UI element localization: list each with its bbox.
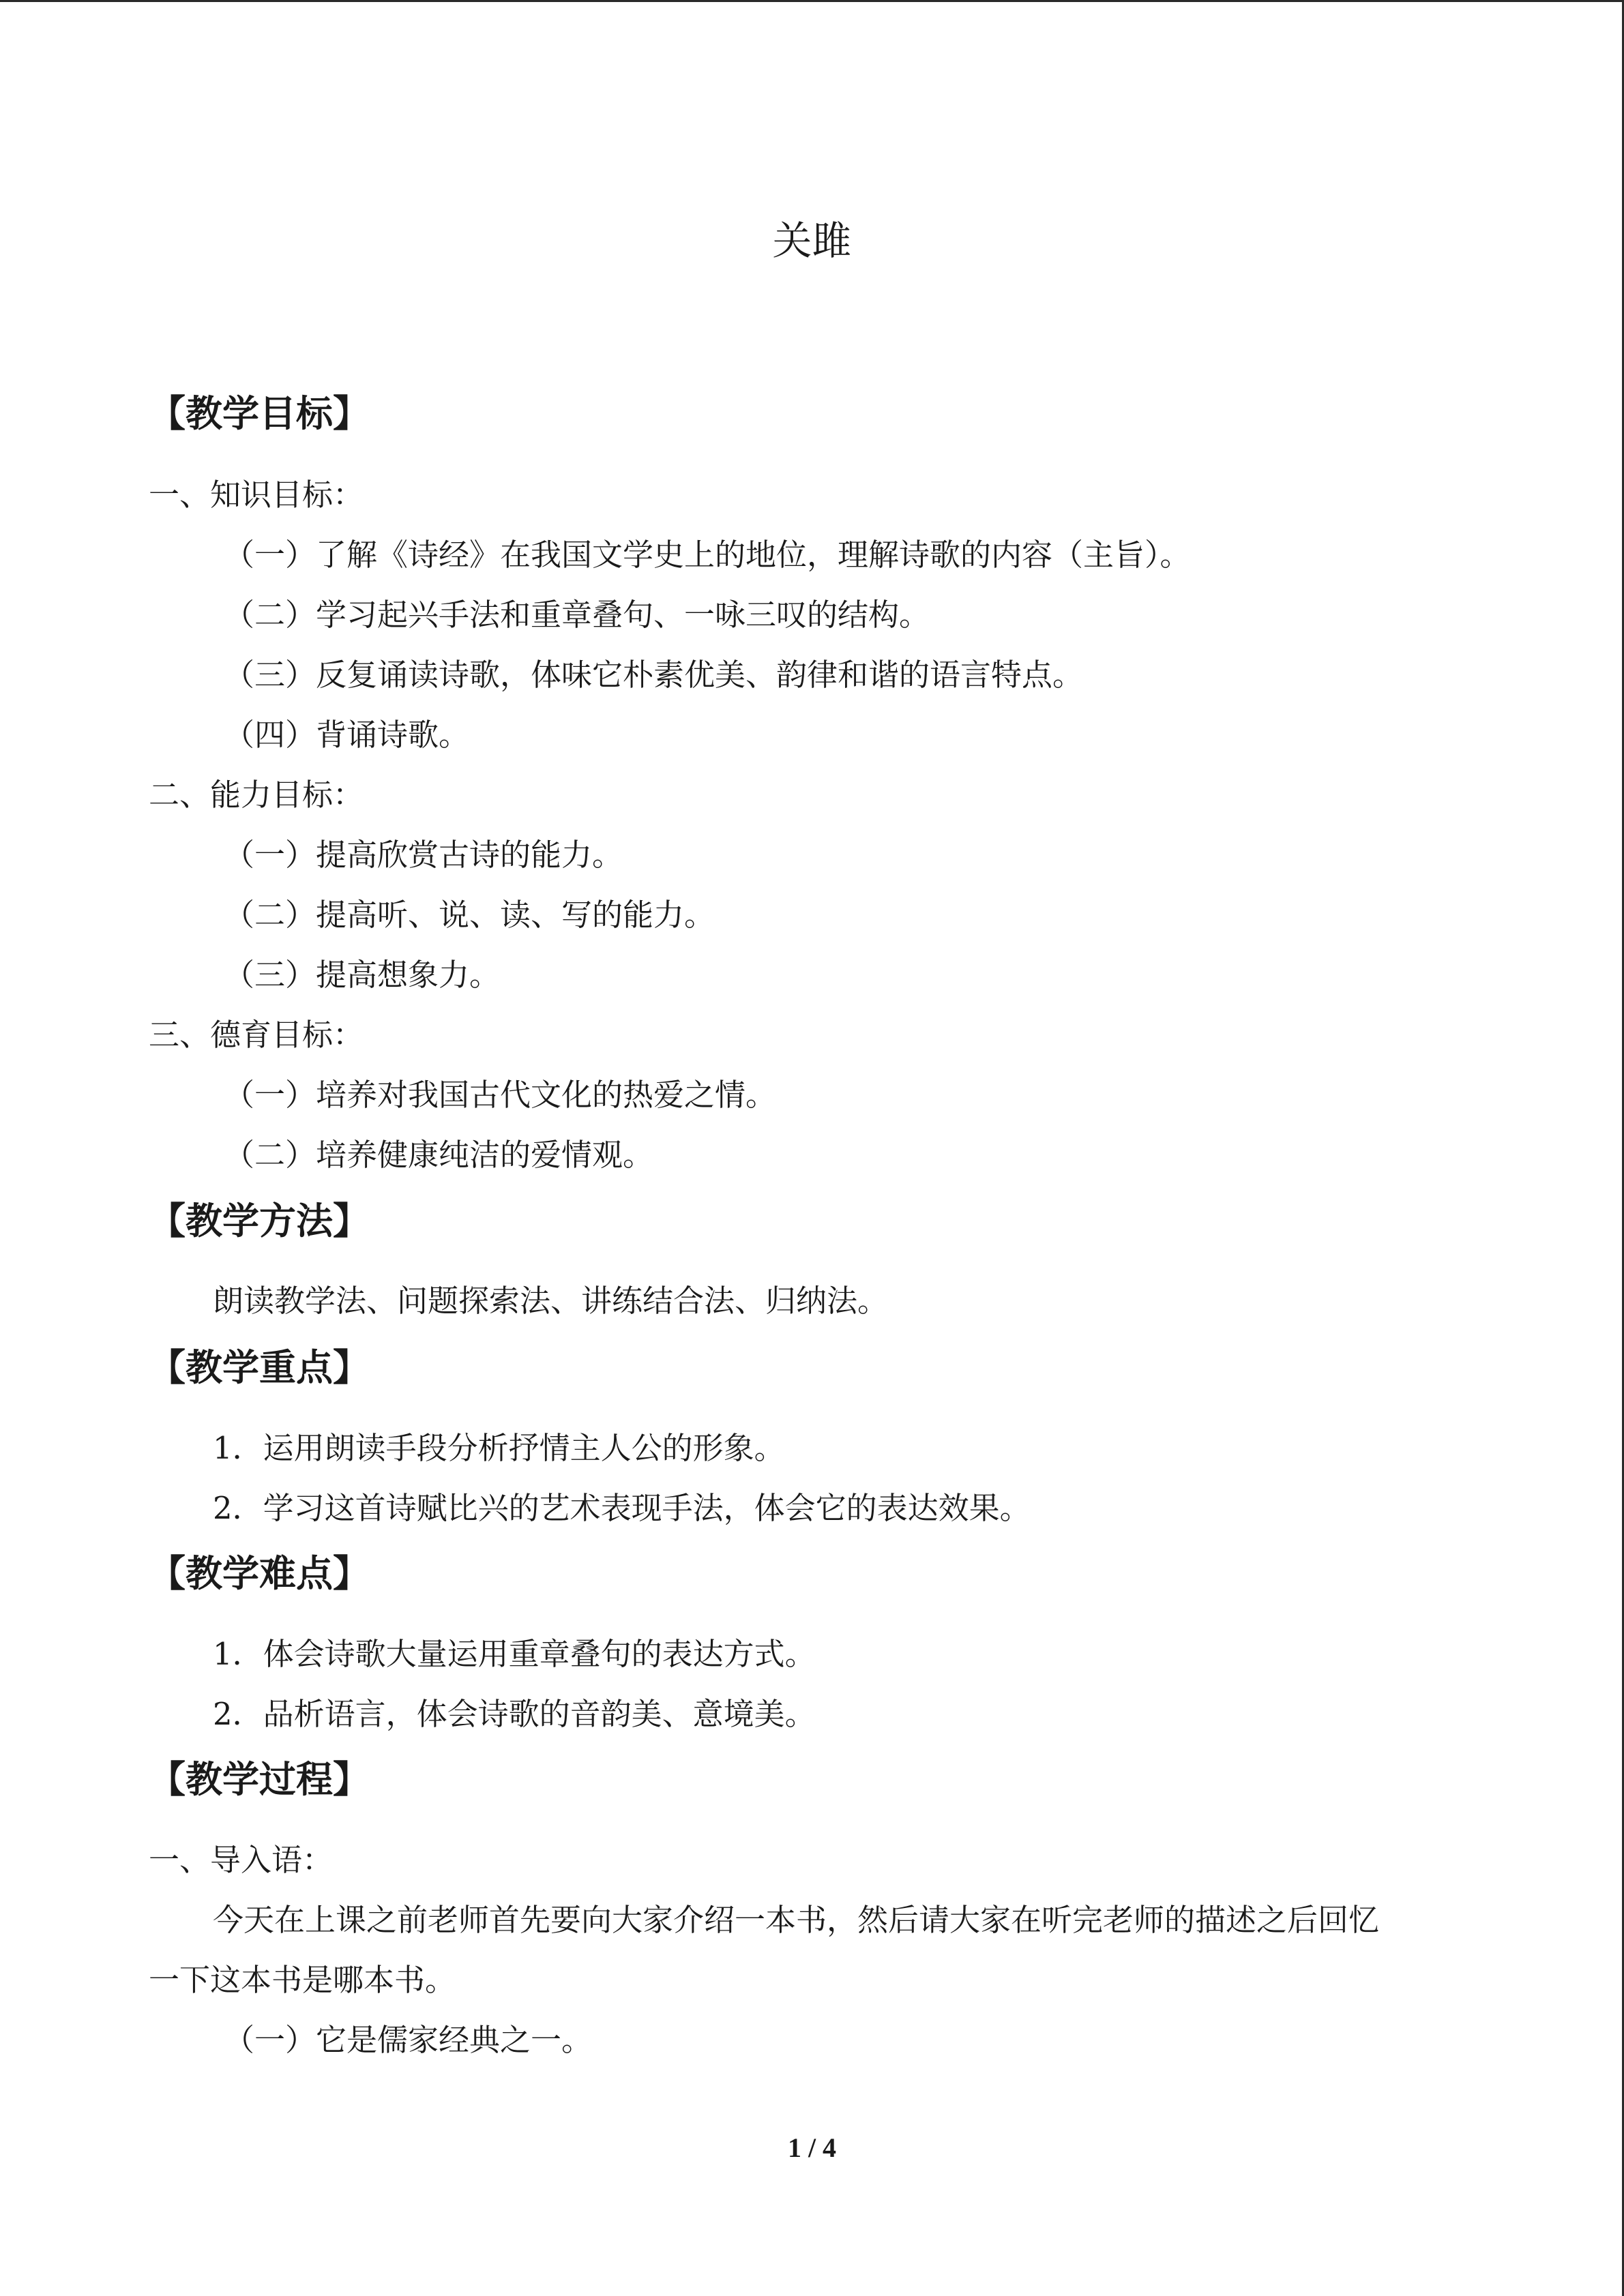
key-point-1: 1．运用朗读手段分析抒情主人公的形象。 <box>213 1430 785 1466</box>
heading-teaching-objectives: 【教学目标】 <box>149 392 370 435</box>
knowledge-item-3: （三）反复诵读诗歌，体味它朴素优美、韵律和谐的语言特点。 <box>224 657 1084 693</box>
intro-paragraph-line-2: 一下这本书是哪本书。 <box>149 1962 456 1998</box>
ability-objectives-label: 二、能力目标： <box>149 777 364 813</box>
key-point-2: 2．学习这首诗赋比兴的艺术表现手法，体会它的表达效果。 <box>213 1490 1031 1526</box>
document-title: 关雎 <box>772 218 852 264</box>
ability-item-3: （三）提高想象力。 <box>224 957 501 993</box>
difficulty-1: 1．体会诗歌大量运用重章叠句的表达方式。 <box>213 1636 816 1672</box>
ability-item-1: （一）提高欣赏古诗的能力。 <box>224 837 623 873</box>
top-border <box>0 0 1624 2</box>
moral-item-1: （一）培养对我国古代文化的热爱之情。 <box>224 1077 777 1113</box>
methods-text: 朗读教学法、问题探索法、讲练结合法、归纳法。 <box>213 1283 889 1319</box>
knowledge-item-1: （一）了解《诗经》在我国文学史上的地位，理解诗歌的内容（主旨）。 <box>224 537 1191 573</box>
moral-objectives-label: 三、德育目标： <box>149 1017 364 1053</box>
knowledge-objectives-label: 一、知识目标： <box>149 477 364 513</box>
difficulty-2: 2．品析语言，体会诗歌的音韵美、意境美。 <box>213 1696 816 1732</box>
page-number: 1 / 4 <box>787 2132 837 2163</box>
ability-item-2: （二）提高听、说、读、写的能力。 <box>224 897 715 933</box>
knowledge-item-2: （二）学习起兴手法和重章叠句、一咏三叹的结构。 <box>224 597 930 633</box>
intro-label: 一、导入语： <box>149 1842 334 1878</box>
heading-teaching-methods: 【教学方法】 <box>149 1199 370 1242</box>
moral-item-2: （二）培养健康纯洁的爱情观。 <box>224 1137 654 1173</box>
heading-difficulties: 【教学难点】 <box>149 1552 370 1595</box>
intro-paragraph-line-1: 今天在上课之前老师首先要向大家介绍一本书，然后请大家在听完老师的描述之后回忆 <box>213 1902 1380 1938</box>
heading-teaching-process: 【教学过程】 <box>149 1758 370 1801</box>
knowledge-item-4: （四）背诵诗歌。 <box>224 717 470 753</box>
intro-clue-1: （一）它是儒家经典之一。 <box>224 2022 593 2058</box>
heading-key-points: 【教学重点】 <box>149 1346 370 1389</box>
